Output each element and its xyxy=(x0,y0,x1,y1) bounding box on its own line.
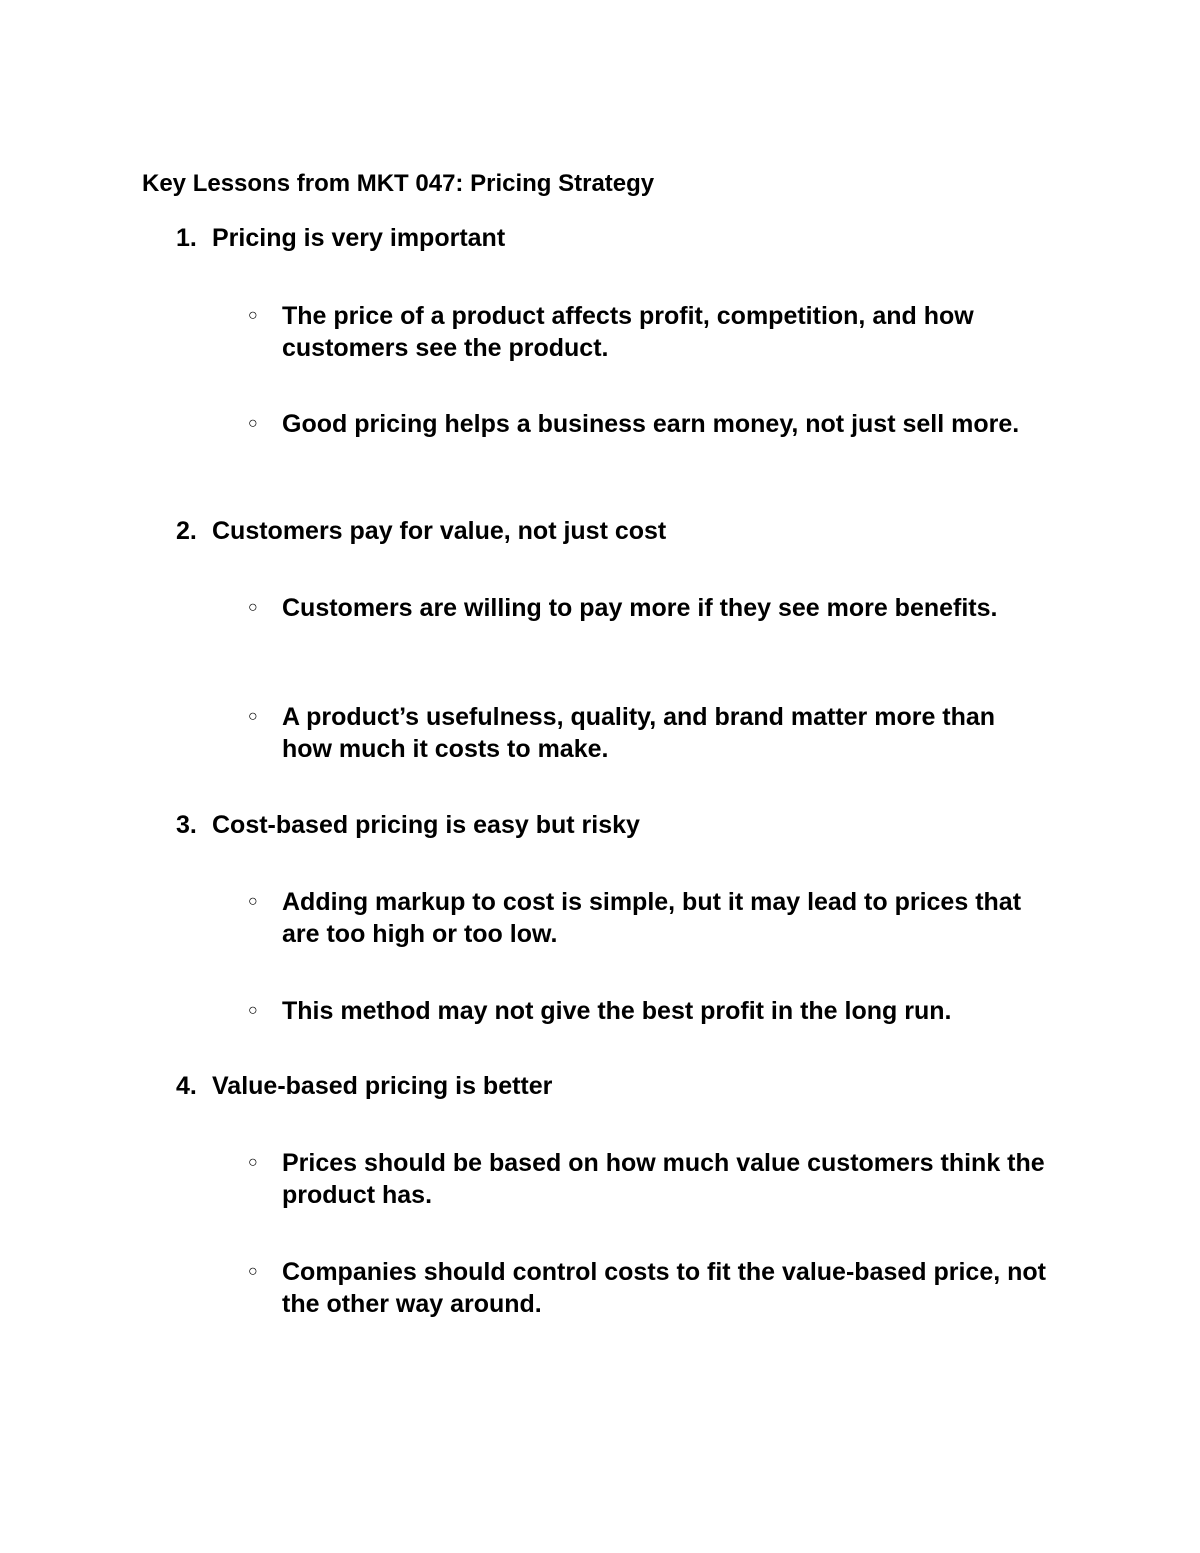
section-number: 2. xyxy=(176,517,197,545)
section-number: 4. xyxy=(176,1072,197,1100)
section-heading xyxy=(176,1071,552,1101)
section-heading-text: Cost-based pricing is easy but risky xyxy=(212,811,640,839)
list-item-text: Companies should control costs to fit the value-based price, not the other way around. xyxy=(282,1258,1046,1318)
section-heading xyxy=(176,516,666,546)
list-item xyxy=(248,886,1048,950)
list-item-text: This method may not give the best profit in the long run. xyxy=(282,997,952,1025)
hollow-circle-bullet-icon: ○ xyxy=(248,708,258,725)
hollow-circle-bullet-icon: ○ xyxy=(248,415,258,432)
section-heading xyxy=(176,810,640,840)
hollow-circle-bullet-icon: ○ xyxy=(248,1263,258,1280)
section-number: 1. xyxy=(176,224,197,252)
section-heading-text: Pricing is very important xyxy=(212,224,506,252)
section-heading-text: Customers pay for value, not just cost xyxy=(212,517,667,545)
list-item-text: Adding markup to cost is simple, but it may lead to prices that are too high or too low. xyxy=(282,888,1022,948)
list-item xyxy=(248,1256,1048,1320)
document-title: Key Lessons from MKT 047: Pricing Strategy xyxy=(142,170,655,197)
section-heading xyxy=(176,223,505,253)
section-heading-text: Value-based pricing is better xyxy=(212,1072,553,1100)
hollow-circle-bullet-icon: ○ xyxy=(248,1002,258,1019)
list-item xyxy=(248,300,1048,364)
hollow-circle-bullet-icon: ○ xyxy=(248,599,258,616)
hollow-circle-bullet-icon: ○ xyxy=(248,307,258,324)
list-item xyxy=(248,592,1048,624)
list-item-text: A product’s usefulness, quality, and brand matter more than how much it costs to make. xyxy=(282,703,996,763)
section-number: 3. xyxy=(176,811,197,839)
list-item-text: Prices should be based on how much value customers think the product has. xyxy=(282,1149,1045,1209)
list-item xyxy=(248,701,1048,765)
list-item-text: Customers are willing to pay more if they see more benefits. xyxy=(282,594,998,622)
list-item-text: Good pricing helps a business earn money, not just sell more. xyxy=(282,410,1020,438)
list-item xyxy=(248,995,1048,1027)
list-item xyxy=(248,1147,1048,1211)
list-item xyxy=(248,408,1048,440)
hollow-circle-bullet-icon: ○ xyxy=(248,1154,258,1171)
list-item-text: The price of a product affects profit, competition, and how customers see the product. xyxy=(282,302,974,362)
hollow-circle-bullet-icon: ○ xyxy=(248,893,258,910)
